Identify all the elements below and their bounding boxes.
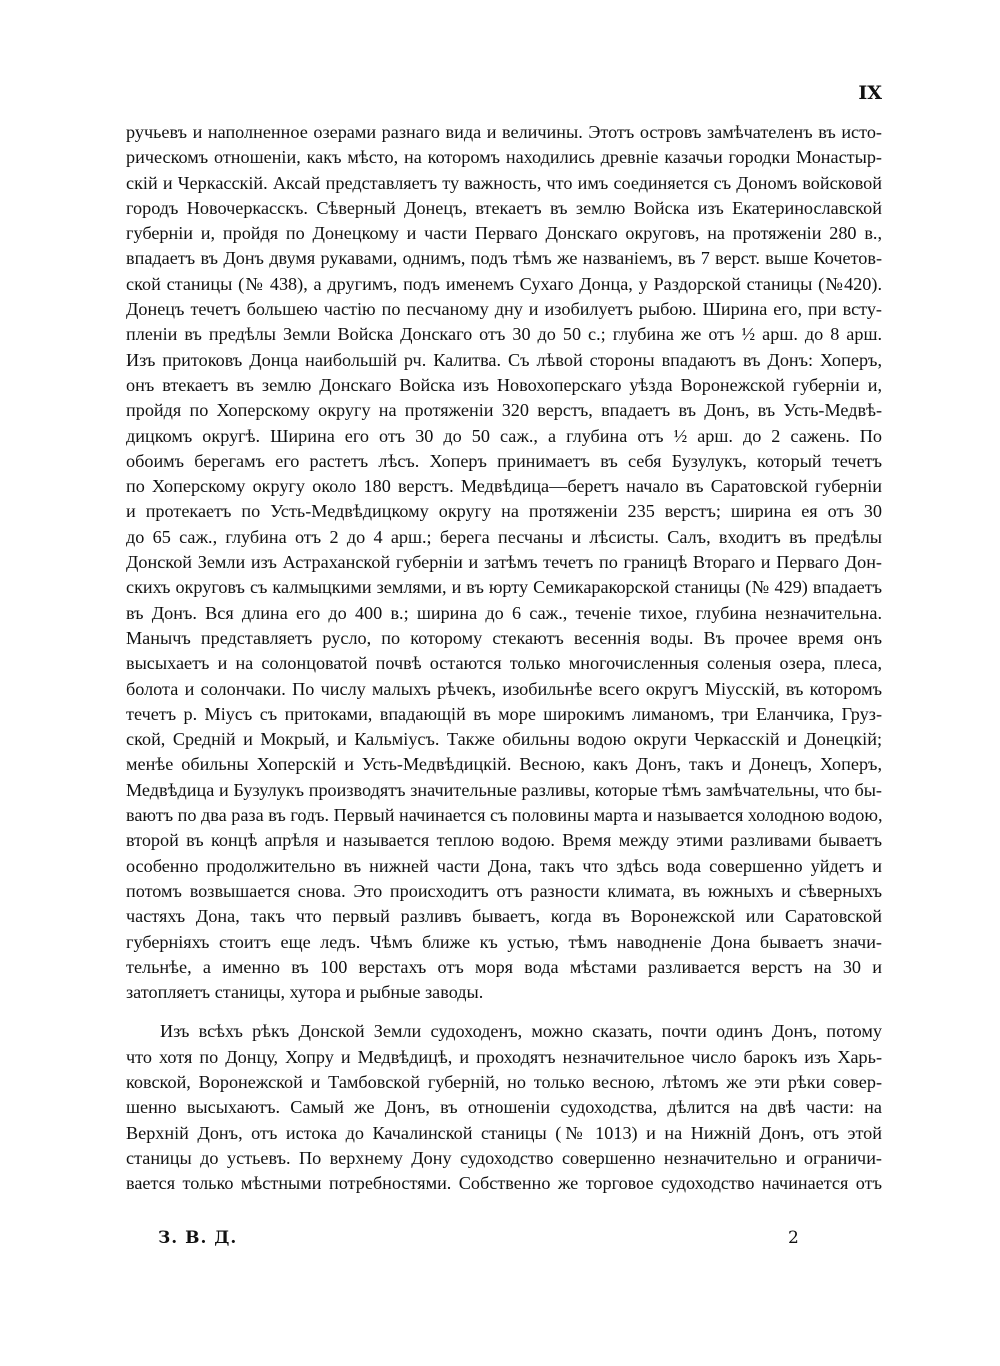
- text-line: ручьевъ и наполненное озерами разнаго вида и величины. Этотъ островъ замѣчателенъ въ исто-: [126, 122, 882, 142]
- paragraph-1: [126, 120, 882, 1005]
- text-line: впадаетъ въ Донъ двумя рукавами, однимъ, подъ тѣмъ же названіемъ, въ 7 верст. выше Кочетов-: [126, 248, 882, 269]
- text-line: онъ втекаетъ въ землю Донскаго Войска изъ Новохоперскаго уѣзда Воронежской губерніи и,: [126, 374, 882, 395]
- text-line: болота и солончаки. По числу малыхъ рѣчекъ, изобильнѣе всего округъ Міусскій, въ которомъ: [126, 678, 882, 699]
- paragraph-2: [126, 1019, 882, 1196]
- text-line: губерніяхъ стоитъ еще ледъ. Чѣмъ ближе къ устью, тѣмъ наводненіе Дона бываетъ значи-: [126, 931, 882, 952]
- text-line: менѣе обильны Хоперскій и Усть-Медвѣдицкій. Весною, какъ Донъ, такъ и Донецъ, Хоперъ,: [126, 754, 882, 775]
- text-line: затопляетъ станицы, хутора и рыбные заводы.: [126, 982, 484, 1003]
- body-text: [126, 120, 882, 1196]
- text-line: въ Донъ. Вся длина его до 400 в.; ширина до 6 саж., теченіе тихое, глубина незначительна.: [126, 602, 882, 623]
- text-line: пройдя по Хоперскому округу на протяженіи 320 верстъ, впадаетъ въ Донъ, въ Усть-Медвѣ-: [126, 400, 882, 421]
- text-line: губерніи и, пройдя по Донецкому и части Перваго Донскаго округовъ, на протяженіи 280 в.,: [126, 223, 882, 244]
- text-line: обоимъ берегамъ его растетъ лѣсъ. Хоперъ принимаетъ въ себя Бузулукъ, который течетъ: [126, 450, 882, 471]
- text-line: и протекаетъ по Усть-Медвѣдицкому округу на протяженіи 235 верстъ; ширина ея отъ 30: [126, 501, 882, 522]
- text-line: дицкомъ округѣ. Ширина его отъ 30 до 50 саж., а глубина отъ ½ арш. до 2 сажень. По: [126, 425, 882, 446]
- text-line: пленіи въ предѣлы Земли Войска Донскаго отъ 30 до 50 с.; глубина же отъ ½ арш. до 8 арш.: [126, 324, 882, 345]
- text-line: шенно высыхаютъ. Самый же Донъ, въ отношеніи судоходства, дѣлится на двѣ части: на: [126, 1097, 882, 1118]
- text-line: станицы до устьевъ. По верхнему Дону судоходство совершенно незначительно и ограничи-: [126, 1147, 882, 1168]
- text-line: ваютъ по два раза въ годъ. Первый начинается съ половины марта и называется холодною водою,: [126, 805, 883, 826]
- text-line: высыхаетъ и на солонцоватой почвѣ остаются только многочисленныя соленыя озера, плеса,: [126, 653, 882, 674]
- footer-signature: З. В. Д.: [158, 1228, 238, 1248]
- footer-sheet-number: 2: [788, 1228, 799, 1248]
- text-line: ской станицы (№ 438), а другимъ, подъ именемъ Сухаго Донца, у Раздорской станицы (№420).: [126, 273, 882, 294]
- text-line: вается только мѣстными потребностями. Собственно же торговое судоходство начинается отъ: [126, 1173, 882, 1194]
- text-line: Донецъ течетъ большею частію по песчаному дну и изобилуетъ рыбою. Ширина его, при всту-: [126, 299, 882, 320]
- text-line: особенно продолжительно въ нижней части Дона, такъ что здѣсь вода совершенно уйдетъ и: [126, 855, 882, 876]
- text-line: потомъ возвышается снова. Это происходитъ отъ разности климата, въ южныхъ и сѣверныхъ: [126, 880, 882, 901]
- text-line: скій и Черкасскій. Аксай представляетъ ту важность, что имъ соединяется съ Дономъ войсковой: [126, 172, 882, 193]
- text-line: до 65 саж., глубина отъ 2 до 4 арш.; берега песчаны и лѣсисты. Салъ, входитъ въ предѣлы: [126, 526, 882, 547]
- text-line: Медвѣдица и Бузулукъ производятъ значительные разливы, которые тѣмъ замѣчательны, что бы-: [126, 779, 882, 800]
- text-line: Донской Земли изъ Астраханской губерніи и затѣмъ течетъ по границѣ Втораго и Перваго Дон-: [126, 552, 882, 573]
- text-line: течетъ р. Міусъ съ притоками, впадающій въ море широкимъ лиманомъ, три Еланчика, Груз-: [126, 703, 882, 724]
- paragraph-spacer: [126, 1005, 882, 1019]
- page-number: IX: [858, 82, 882, 104]
- text-line: городъ Новочеркасскъ. Сѣверный Донецъ, втекаетъ въ землю Войска изъ Екатеринославской: [126, 197, 882, 218]
- text-line: что хотя по Донцу, Хопру и Медвѣдицѣ, и проходятъ незначительное число барокъ изъ Харь-: [126, 1046, 882, 1067]
- text-line: по Хоперскому округу около 180 верстъ. Медвѣдица—беретъ начало въ Саратовской губерніи: [126, 476, 882, 497]
- text-line: Изъ притоковъ Донца наибольшій рч. Калитва. Съ лѣвой стороны впадаютъ въ Донъ: Хоперъ,: [126, 349, 882, 370]
- text-line: Манычъ представляетъ русло, по которому стекаютъ весеннія воды. Въ прочее время онъ: [126, 627, 882, 648]
- text-line: Изъ всѣхъ рѣкъ Донской Земли судоходенъ, можно сказать, почти одинъ Донъ, потому: [160, 1021, 882, 1042]
- text-line: рическомъ отношеніи, какъ мѣсто, на которомъ находились древніе казачьи городки Монастыр-: [126, 147, 882, 168]
- text-line: ской, Средній и Мокрый, и Кальміусъ. Также обильны водою округи Черкасскій и Донецкій;: [126, 729, 882, 750]
- text-line: тельнѣе, а именно въ 100 верстахъ отъ моря вода мѣстами разливается верстъ на 30 и: [126, 956, 882, 977]
- text-line: частяхъ Дона, такъ что первый разливъ бываетъ, когда въ Воронежской или Саратовской: [126, 906, 882, 927]
- text-line: скихъ округовъ съ калмыцкими землями, и въ юрту Семикаракорской станицы (№ 429) впадаетъ: [126, 577, 882, 598]
- text-line: второй въ концѣ апрѣля и называется теплою водою. Время между этими разливами бываетъ: [126, 830, 882, 851]
- text-line: ковской, Воронежской и Тамбовской губерній, но только весною, лѣтомъ же эти рѣки совер-: [126, 1071, 882, 1092]
- text-line: Верхній Донъ, отъ истока до Качалинской станицы (№ 1013) и на Нижній Донъ, отъ этой: [126, 1122, 882, 1143]
